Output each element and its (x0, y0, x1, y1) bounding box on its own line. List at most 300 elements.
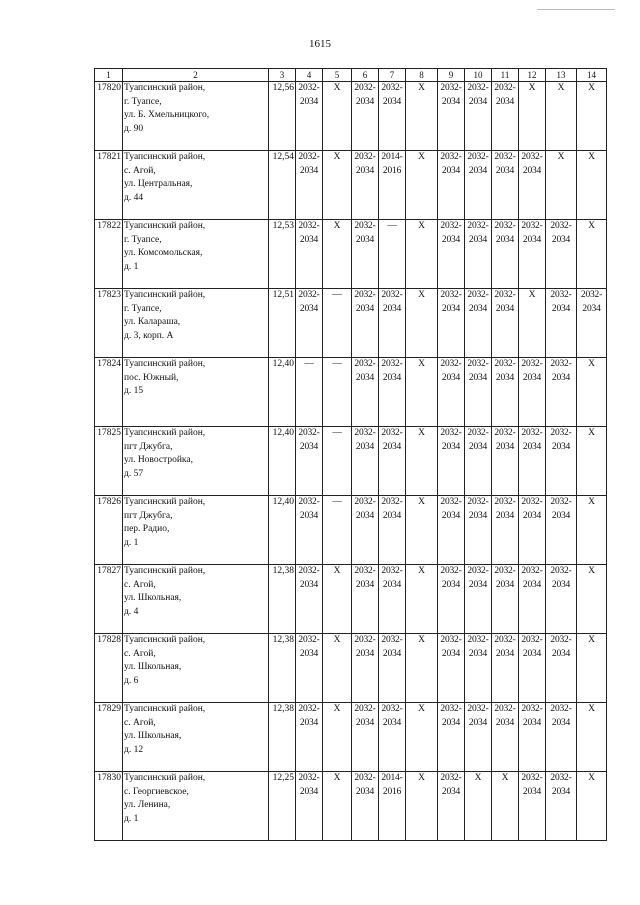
period-text: 2034 (522, 441, 542, 452)
period-text: 2034 (299, 96, 319, 107)
period-cell (438, 289, 465, 358)
period-text: 2032- (550, 566, 572, 576)
address-cell (123, 220, 269, 289)
period-text: 2032- (440, 428, 462, 438)
period-cell (323, 151, 352, 220)
address-line: д. 4 (124, 606, 139, 617)
period-text: 2034 (468, 303, 488, 314)
period-text: Х (418, 704, 425, 714)
area-value: 12,40 (269, 427, 296, 496)
row-number: 17829 (95, 703, 123, 772)
period-text: 2032- (354, 635, 376, 645)
row-number: 17823 (95, 289, 123, 358)
period-cell (323, 772, 352, 841)
period-text: 2034 (522, 234, 542, 245)
period-text: 2032- (467, 566, 489, 576)
period-text: 2034 (355, 579, 375, 590)
period-cell (465, 427, 492, 496)
area-value: 12,38 (269, 634, 296, 703)
period-text: 2034 (355, 96, 375, 107)
period-cell (296, 427, 323, 496)
period-text: 2034 (551, 441, 571, 452)
period-cell (296, 82, 323, 151)
period-cell (438, 82, 465, 151)
period-text: 2034 (299, 579, 319, 590)
address-line: д. 1 (124, 261, 139, 272)
period-text: 2034 (355, 786, 375, 797)
address-line: ул. Ленина, (124, 800, 171, 810)
period-text: 2032- (521, 359, 543, 369)
period-text: Х (557, 83, 565, 93)
period-text: 2032- (467, 152, 489, 162)
period-cell (438, 634, 465, 703)
period-cell (519, 289, 546, 358)
period-cell (406, 358, 438, 427)
period-cell (352, 289, 379, 358)
address-cell (123, 151, 269, 220)
period-text: 2032- (440, 359, 462, 369)
period-text: 2034 (551, 717, 571, 728)
column-header: 11 (492, 69, 519, 82)
period-cell (379, 703, 406, 772)
period-text: 2032- (298, 635, 320, 645)
row-number: 17822 (95, 220, 123, 289)
period-text: 2034 (522, 579, 542, 590)
period-text: 2034 (522, 372, 542, 383)
area-value: 12,40 (269, 496, 296, 565)
period-cell (323, 289, 352, 358)
period-text: 2032- (298, 704, 320, 714)
address-line: ул. Школьная, (124, 662, 182, 672)
address-line: Туапсинский район, (124, 428, 206, 438)
area-value: 12,51 (269, 289, 296, 358)
period-text: 2034 (468, 717, 488, 728)
period-cell (323, 427, 352, 496)
period-text: 2034 (299, 441, 319, 452)
period-cell (406, 703, 438, 772)
period-cell (379, 358, 406, 427)
period-text: 2032- (440, 221, 462, 231)
period-text: Х (588, 428, 595, 438)
period-cell (296, 220, 323, 289)
period-text: 2034 (355, 165, 375, 176)
period-cell (296, 772, 323, 841)
period-cell (577, 358, 607, 427)
period-cell (352, 358, 379, 427)
period-text: 2034 (382, 648, 402, 659)
period-text: 2034 (522, 717, 542, 728)
period-text: Х (418, 359, 425, 369)
table-row (95, 82, 607, 151)
address-line: д. 57 (124, 468, 144, 479)
period-cell (379, 565, 406, 634)
period-cell (492, 565, 519, 634)
period-cell (296, 634, 323, 703)
period-cell (577, 220, 607, 289)
period-text: 2032- (354, 83, 376, 93)
address-line: с. Агой, (124, 165, 156, 176)
column-header: 6 (352, 69, 379, 82)
address-line: Туапсинский район, (124, 290, 206, 300)
period-text: 2034 (355, 234, 375, 245)
period-text: 2032- (381, 428, 403, 438)
area-value: 12,54 (269, 151, 296, 220)
period-text: — (332, 497, 342, 507)
period-text: Х (418, 566, 425, 576)
address-cell (123, 634, 269, 703)
address-line: г. Туапсе, (124, 234, 162, 245)
address-line: с. Агой, (124, 648, 156, 659)
period-text: Х (418, 773, 425, 783)
period-cell (323, 82, 352, 151)
period-text: 2034 (495, 165, 515, 176)
period-text: Х (588, 635, 595, 645)
period-text: 2034 (382, 96, 402, 107)
period-text: 2032- (521, 704, 543, 714)
period-text: 2034 (468, 648, 488, 659)
period-text: 2034 (382, 303, 402, 314)
period-text: Х (557, 152, 565, 162)
period-text: 2032- (467, 83, 489, 93)
row-number: 17830 (95, 772, 123, 841)
address-line: г. Туапсе, (124, 303, 162, 314)
period-text: 2032- (494, 83, 516, 93)
period-cell (465, 82, 492, 151)
period-cell (577, 772, 607, 841)
period-text: 2032- (467, 428, 489, 438)
period-cell (546, 427, 577, 496)
period-text: 2032- (550, 635, 572, 645)
period-text: 2034 (382, 510, 402, 521)
period-text: 2034 (522, 165, 542, 176)
period-cell (519, 565, 546, 634)
period-cell (296, 496, 323, 565)
period-text: 2032- (494, 290, 516, 300)
column-header: 10 (465, 69, 492, 82)
table-row (95, 289, 607, 358)
row-number: 17821 (95, 151, 123, 220)
period-text: Х (418, 83, 425, 93)
period-cell (519, 427, 546, 496)
period-text: 2034 (441, 303, 461, 314)
period-text: 2032- (550, 221, 572, 231)
period-text: 2034 (441, 786, 461, 797)
period-cell (546, 565, 577, 634)
period-cell (406, 772, 438, 841)
period-text: 2032- (381, 497, 403, 507)
period-text: 2032- (440, 773, 462, 783)
period-cell (379, 772, 406, 841)
address-line: пер. Радио, (124, 524, 170, 534)
table-row (95, 772, 607, 841)
period-text: Х (418, 428, 425, 438)
period-text: 2034 (441, 234, 461, 245)
period-cell (406, 82, 438, 151)
page-number: 1615 (309, 38, 331, 50)
period-cell (438, 496, 465, 565)
period-text: 2032- (381, 290, 403, 300)
address-line: ул. Центральная, (124, 179, 193, 189)
period-text: 2032- (354, 704, 376, 714)
period-text: 2032- (354, 359, 376, 369)
period-cell (323, 634, 352, 703)
column-header: 9 (438, 69, 465, 82)
address-line: Туапсинский район, (124, 152, 206, 162)
period-cell (379, 82, 406, 151)
address-line: д. 44 (124, 192, 144, 203)
period-text: 2034 (551, 234, 571, 245)
period-text: 2034 (382, 717, 402, 728)
period-text: 2034 (299, 717, 319, 728)
period-text: 2034 (495, 234, 515, 245)
period-cell (492, 427, 519, 496)
period-text: 2034 (355, 372, 375, 383)
period-cell (546, 289, 577, 358)
period-text: 2034 (522, 648, 542, 659)
period-text: 2016 (382, 786, 402, 797)
address-line: ул. Б. Хмельницкого, (124, 110, 210, 120)
period-text: Х (333, 221, 341, 231)
period-cell (546, 220, 577, 289)
period-text: Х (333, 635, 341, 645)
period-cell (406, 151, 438, 220)
period-cell (406, 220, 438, 289)
row-number: 17826 (95, 496, 123, 565)
period-cell (577, 82, 607, 151)
period-cell (465, 220, 492, 289)
period-text: 2034 (551, 303, 571, 314)
period-text: 2032- (467, 290, 489, 300)
period-text: 2034 (299, 165, 319, 176)
period-text: 2034 (468, 234, 488, 245)
period-text: 2032- (550, 704, 572, 714)
period-cell (577, 565, 607, 634)
address-line: пос. Южный, (124, 372, 179, 383)
period-cell (546, 496, 577, 565)
period-cell (546, 82, 577, 151)
column-header: 2 (123, 69, 269, 82)
period-cell (492, 772, 519, 841)
period-text: 2034 (299, 786, 319, 797)
period-cell (546, 703, 577, 772)
address-line: Туапсинский район, (124, 773, 206, 783)
period-text: 2034 (495, 441, 515, 452)
period-text: 2034 (495, 303, 515, 314)
period-text: 2032- (494, 566, 516, 576)
address-line: ул. Новостройка, (124, 455, 193, 465)
period-text: 2034 (299, 234, 319, 245)
period-text: 2034 (441, 96, 461, 107)
period-cell (323, 358, 352, 427)
period-text: 2032- (354, 152, 376, 162)
period-text: 2032- (467, 704, 489, 714)
period-cell (465, 496, 492, 565)
period-cell (379, 151, 406, 220)
row-number: 17824 (95, 358, 123, 427)
period-text: 2032- (298, 497, 320, 507)
period-text: 2034 (441, 579, 461, 590)
area-value: 12,25 (269, 772, 296, 841)
period-text: 2034 (468, 96, 488, 107)
period-text: 2032- (298, 152, 320, 162)
period-text: 2032- (298, 428, 320, 438)
period-text: 2032- (467, 359, 489, 369)
period-cell (323, 220, 352, 289)
address-cell (123, 289, 269, 358)
period-text: 2034 (299, 510, 319, 521)
period-text: 2034 (441, 165, 461, 176)
period-text: 2032- (494, 704, 516, 714)
period-cell (296, 703, 323, 772)
period-cell (519, 220, 546, 289)
period-cell (492, 496, 519, 565)
period-text: Х (588, 497, 595, 507)
period-cell (492, 82, 519, 151)
period-text: 2032- (467, 635, 489, 645)
period-cell (465, 772, 492, 841)
period-text: Х (501, 773, 509, 783)
period-cell (577, 427, 607, 496)
address-line: с. Георгиевское, (124, 786, 189, 797)
period-text: 2032- (550, 773, 572, 783)
period-text: Х (588, 83, 595, 93)
period-cell (492, 358, 519, 427)
period-cell (296, 289, 323, 358)
data-table (94, 68, 607, 841)
period-text: Х (333, 704, 341, 714)
period-cell (323, 496, 352, 565)
period-cell (546, 634, 577, 703)
period-text: 2032- (580, 290, 603, 300)
column-header: 5 (323, 69, 352, 82)
period-text: 2034 (468, 579, 488, 590)
period-text: 2034 (551, 510, 571, 521)
address-cell (123, 703, 269, 772)
period-cell (577, 703, 607, 772)
period-text: 2032- (298, 290, 320, 300)
period-text: 2034 (441, 717, 461, 728)
period-text: 2034 (495, 579, 515, 590)
period-text: 2034 (299, 648, 319, 659)
area-value: 12,38 (269, 565, 296, 634)
period-text: 2032- (521, 773, 543, 783)
period-text: 2032- (440, 704, 462, 714)
period-cell (519, 772, 546, 841)
table-row (95, 151, 607, 220)
period-text: 2034 (299, 303, 319, 314)
period-cell (352, 565, 379, 634)
area-value: 12,53 (269, 220, 296, 289)
column-header: 7 (379, 69, 406, 82)
row-number: 17827 (95, 565, 123, 634)
period-text: 2032- (298, 773, 320, 783)
period-text: 2032- (381, 359, 403, 369)
address-line: д. 90 (124, 123, 144, 134)
address-line: пгт Джубга, (124, 510, 173, 521)
period-cell (492, 634, 519, 703)
address-cell (123, 565, 269, 634)
period-cell (406, 289, 438, 358)
period-cell (546, 358, 577, 427)
address-cell (123, 82, 269, 151)
period-text: — (304, 359, 314, 369)
period-text: 2032- (494, 428, 516, 438)
period-text: Х (333, 83, 341, 93)
period-text: 2032- (354, 428, 376, 438)
period-text: 2034 (355, 510, 375, 521)
period-text: 2034 (468, 441, 488, 452)
period-text: 2034 (382, 579, 402, 590)
period-cell (296, 358, 323, 427)
period-text: Х (528, 290, 536, 300)
address-line: д. 12 (124, 744, 144, 755)
period-text: 2034 (495, 510, 515, 521)
table-header-row (95, 69, 607, 82)
period-text: 2034 (441, 441, 461, 452)
period-cell (406, 427, 438, 496)
period-text: 2032- (550, 428, 572, 438)
period-cell (379, 496, 406, 565)
period-text: 2032- (494, 497, 516, 507)
period-text: 2032- (381, 635, 403, 645)
period-cell (352, 220, 379, 289)
area-value: 12,38 (269, 703, 296, 772)
period-cell (546, 151, 577, 220)
period-cell (438, 772, 465, 841)
period-text: 2034 (355, 303, 375, 314)
period-text: 2032- (440, 635, 462, 645)
period-cell (352, 496, 379, 565)
period-cell (577, 496, 607, 565)
period-text: 2032- (381, 566, 403, 576)
period-text: 2034 (382, 372, 402, 383)
period-text: 2034 (495, 372, 515, 383)
period-cell (577, 634, 607, 703)
row-number: 17820 (95, 82, 123, 151)
row-number: 17828 (95, 634, 123, 703)
period-text: 2034 (495, 648, 515, 659)
table-row (95, 565, 607, 634)
period-text: 2032- (354, 497, 376, 507)
period-cell (323, 703, 352, 772)
period-text: 2032- (354, 773, 376, 783)
period-cell (577, 151, 607, 220)
period-text: 2034 (551, 579, 571, 590)
top-rule (537, 9, 615, 10)
period-text: 2032- (550, 359, 572, 369)
column-header: 8 (406, 69, 438, 82)
period-cell (296, 151, 323, 220)
period-text: Х (418, 152, 425, 162)
period-text: 2032- (440, 566, 462, 576)
period-text: 2032- (521, 428, 543, 438)
table-row (95, 220, 607, 289)
period-cell (519, 82, 546, 151)
address-line: ул. Школьная, (124, 731, 182, 741)
address-line: д. 6 (124, 675, 139, 686)
address-cell (123, 772, 269, 841)
period-cell (465, 358, 492, 427)
period-text: 2032- (381, 83, 403, 93)
address-line: Туапсинский район, (124, 635, 206, 645)
period-text: 2032- (521, 221, 543, 231)
period-text: 2032- (494, 635, 516, 645)
period-cell (352, 427, 379, 496)
address-line: д. 15 (124, 386, 144, 396)
period-text: 2032- (298, 566, 320, 576)
period-cell (438, 427, 465, 496)
address-cell (123, 427, 269, 496)
